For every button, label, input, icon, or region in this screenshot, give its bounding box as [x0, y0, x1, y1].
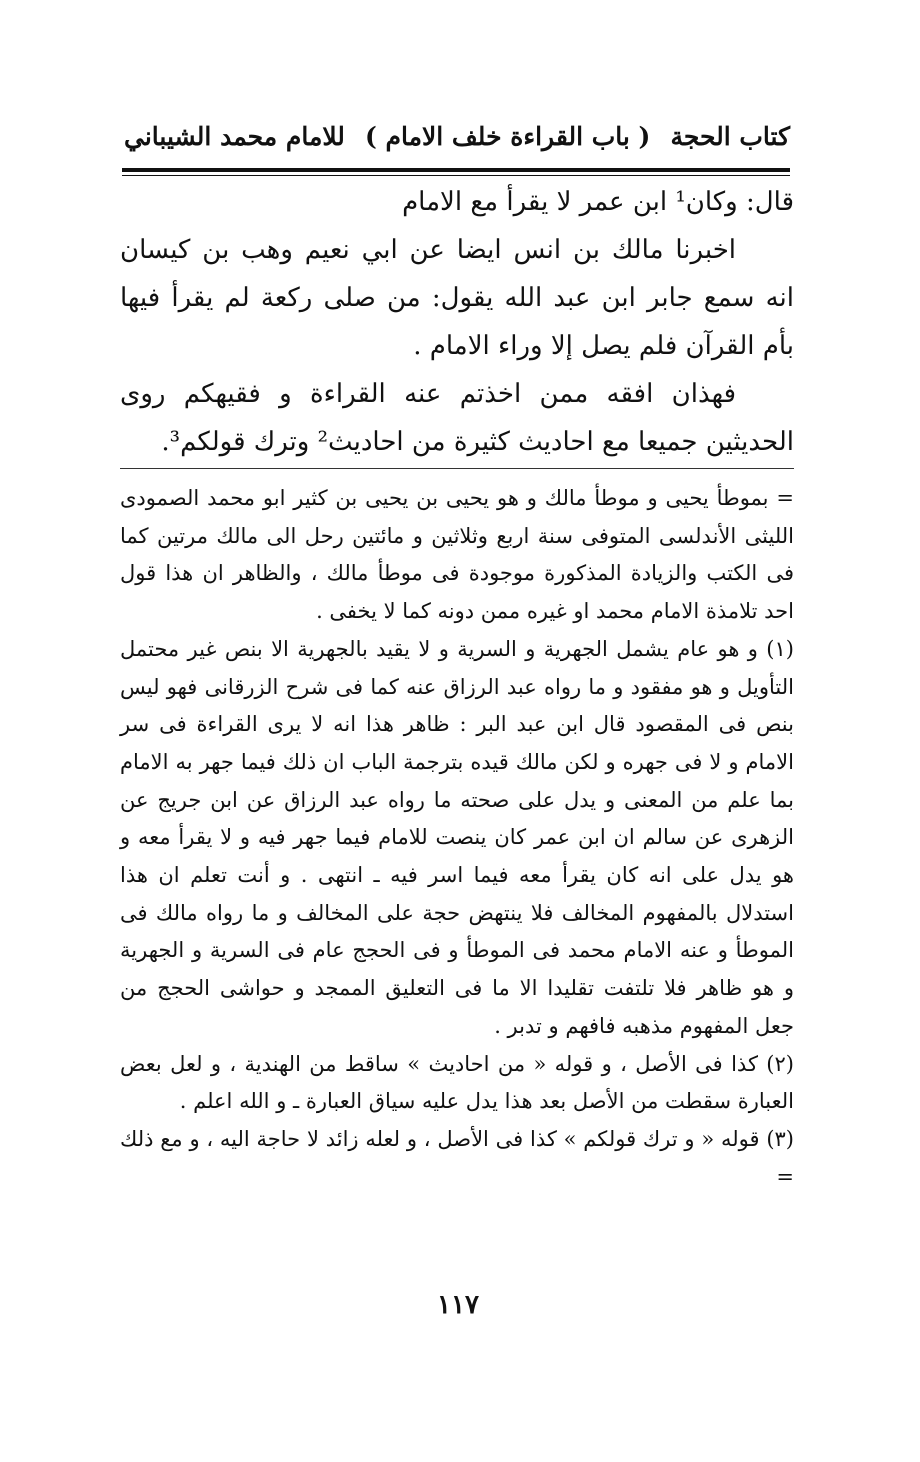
body-paragraph: اخبرنا مالك بن انس ايضا عن ابي نعيم وهب بن كيسان انه سمع جابر ابن عبد الله يقول: من صلى ركعة لم يقرأ فيها بأم القرآن فلم يصل إلا وراء الامام .	[120, 235, 794, 361]
author-name: للامام محمد الشيباني	[124, 121, 345, 151]
page-number: ١١٧	[437, 1290, 479, 1320]
body-paragraph: فهذان افقه ممن اخذتم عنه القراءة و فقيهكم روى الحديثين جميعا مع احاديث كثيرة من احاديث² وترك قولكم³.	[120, 379, 794, 457]
footnote: (١) و هو عام يشمل الجهرية و السرية و لا يقيد بالجهرية الا بنص غير محتمل التأويل و هو مفقود و ما رواه عبد الرزاق عنه كما فى شرح الزرقانى فهو ليس بنص فى المقصود قال ابن عبد البر : ظاهر هذا انه لا يرى القراءة فى سر الامام و لا فى جهره و لكن مالك قيده بترجمة الباب ان ذلك فيما جهر به الامام بما علم من المعنى و يدل على صحته ما رواه عبد الرزاق عن ابن جريج عن الزهرى عن سالم ان ابن عمر كان ينصت للامام فيما جهر فيه و لا يقرأ معه و هو يدل على انه كان يقرأ معه فيما اسر فيه ـ انتهى . و أنت تعلم ان هذا استدلال بالمفهوم المخالف فلا ينتهض حجة على المخالف و ما رواه مالك فى الموطأ و عنه الامام محمد فى الموطأ و فى الحجج عام فى السرية و الجهرية و هو ظاهر فلا تلتفت تقليدا الا ما فى التعليق الممجد و حواشى الحجج من جعل المفهوم مذهبه فافهم و تدبر .	[120, 636, 794, 1038]
footnote: (٣) قوله « و ترك قولكم » كذا فى الأصل ، و لعله زائد لا حاجة اليه ، و مع ذلك =	[120, 1126, 794, 1189]
main-text	[120, 178, 794, 466]
footnote-separator	[120, 468, 794, 469]
header-rule	[122, 168, 790, 172]
footnotes	[120, 480, 794, 1196]
footnote-continuation: = بموطأ يحيى و موطأ مالك و هو يحيى بن يحيى بن كثير ابو محمد الصمودى الليثى الأندلسى المتوفى سنة اربع وثلاثين و مائتين رحل الى مالك مرتين كما فى الكتب والزيادة المذكورة موجودة فى موطأ مالك ، والظاهر ان هذا قول احد تلامذة الامام محمد او غيره ممن دونه كما لا يخفى .	[120, 486, 794, 624]
body-paragraph: قال: وكان¹ ابن عمر لا يقرأ مع الامام	[402, 187, 794, 217]
book-title: كتاب الحجة	[670, 121, 790, 151]
chapter-title: ( باب القراءة خلف الامام )	[364, 121, 651, 151]
footnote: (٢) كذا فى الأصل ، و قوله « من احاديث » ساقط من الهندية ، و لعل بعض العبارة سقطت من الأصل بعد هذا يدل عليه سياق العبارة ـ و الله اعلم .	[120, 1051, 794, 1114]
header-rule-thin	[122, 175, 790, 176]
running-header	[124, 112, 790, 160]
